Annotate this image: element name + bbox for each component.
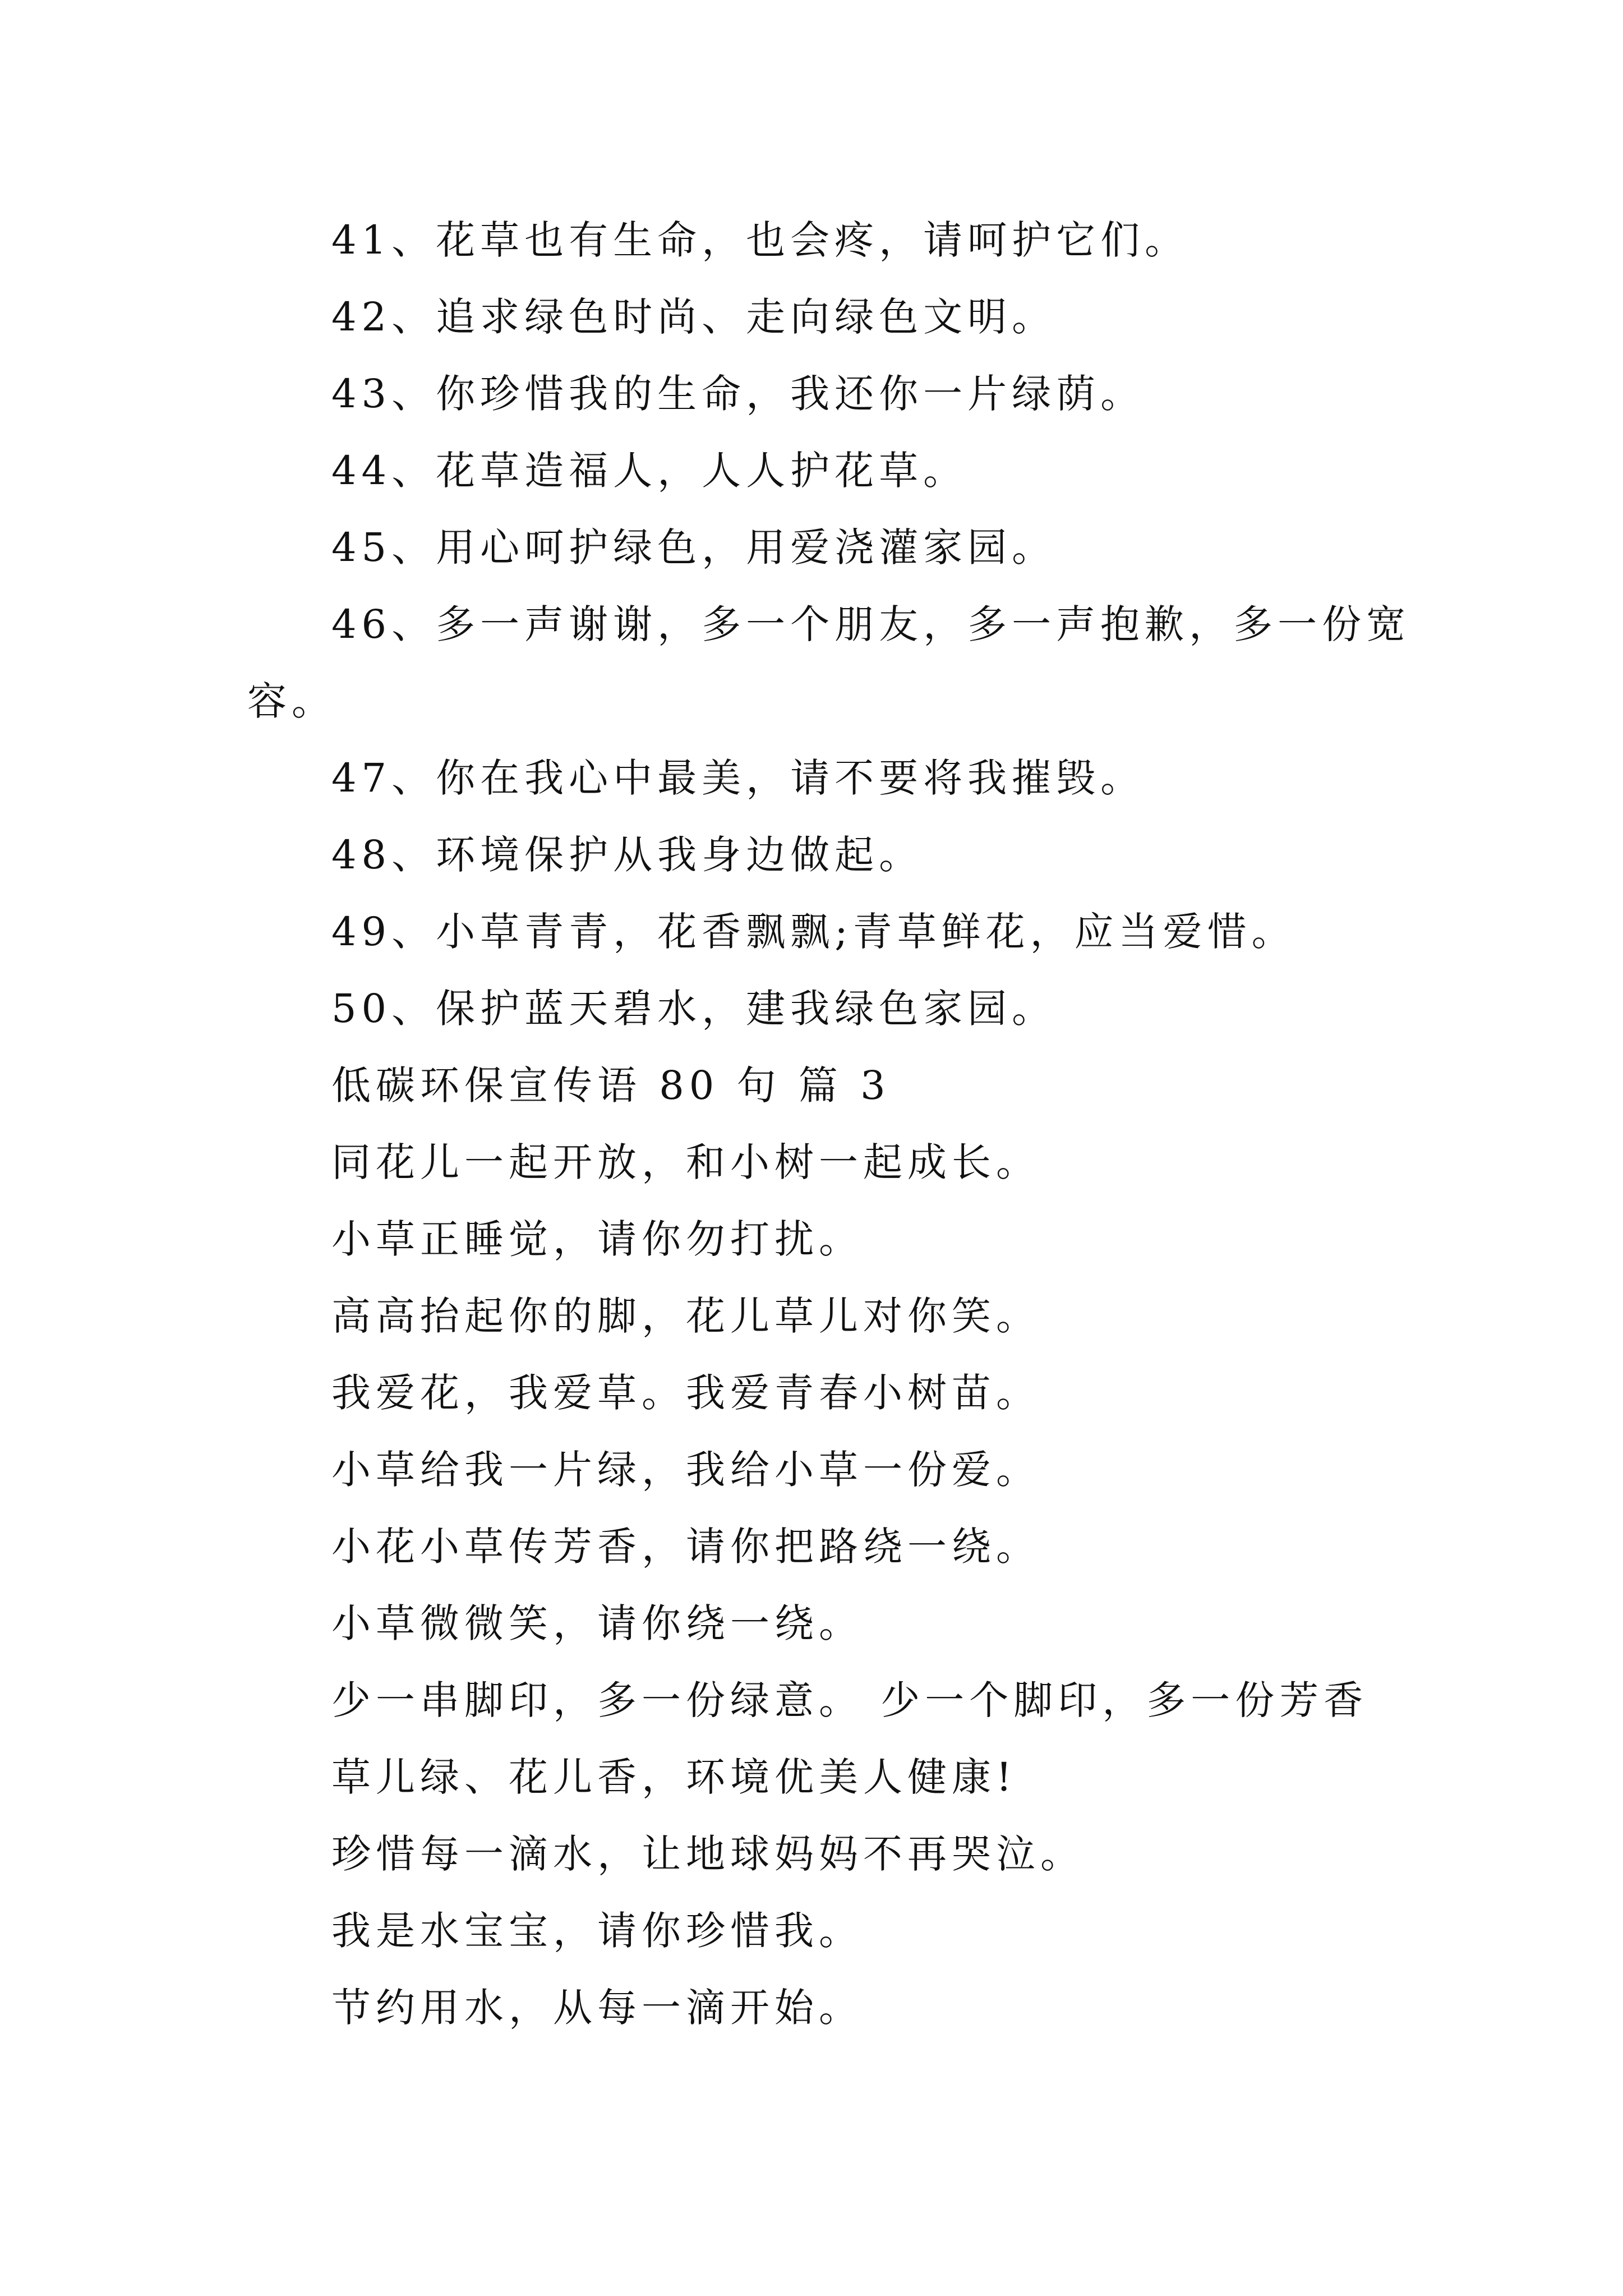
slogan-line: 珍惜每一滴水，让地球妈妈不再哭泣。 bbox=[331, 1831, 1085, 1877]
slogan-line: 草儿绿、花儿香，环境优美人健康! bbox=[331, 1754, 1017, 1800]
slogan-line: 48、环境保护从我身边做起。 bbox=[331, 832, 924, 878]
slogan-line: 41、花草也有生命，也会疼，请呵护它们。 bbox=[331, 217, 1189, 263]
slogan-line: 少一串脚印，多一份绿意。 少一个脚印，多一份芳香 bbox=[331, 1677, 1368, 1723]
slogan-line: 我爱花，我爱草。我爱青春小树苗。 bbox=[331, 1370, 1040, 1416]
slogan-line: 小草给我一片绿，我给小草一份爱。 bbox=[331, 1447, 1040, 1493]
slogan-line: 44、花草造福人，人人护花草。 bbox=[331, 448, 968, 494]
slogan-line: 小草微微笑，请你绕一绕。 bbox=[331, 1600, 863, 1646]
slogan-line: 42、追求绿色时尚、走向绿色文明。 bbox=[331, 294, 1057, 340]
section-heading: 低碳环保宣传语 80 句 篇 3 bbox=[331, 1062, 891, 1108]
document-body bbox=[247, 202, 1411, 2046]
slogan-line: 47、你在我心中最美，请不要将我摧毁。 bbox=[331, 755, 1145, 801]
slogan-line: 小花小草传芳香，请你把路绕一绕。 bbox=[331, 1524, 1040, 1570]
slogan-line: 小草正睡觉，请你勿打扰。 bbox=[331, 1216, 863, 1262]
slogan-line: 46、多一声谢谢，多一个朋友，多一声抱歉，多一份宽 bbox=[331, 601, 1411, 647]
slogan-line: 节约用水，从每一滴开始。 bbox=[331, 1985, 863, 2031]
slogan-line: 43、你珍惜我的生命，我还你一片绿荫。 bbox=[331, 371, 1145, 417]
slogan-line-continuation: 容。 bbox=[247, 678, 336, 724]
slogan-line: 我是水宝宝，请你珍惜我。 bbox=[331, 1908, 863, 1954]
slogan-line: 49、小草青青，花香飘飘;青草鲜花，应当爱惜。 bbox=[331, 909, 1296, 955]
slogan-line: 同花儿一起开放，和小树一起成长。 bbox=[331, 1139, 1040, 1185]
slogan-paragraph-wrapped bbox=[247, 586, 1411, 740]
slogan-line: 45、用心呵护绿色，用爱浇灌家园。 bbox=[331, 524, 1057, 570]
slogan-line: 50、保护蓝天碧水，建我绿色家园。 bbox=[331, 986, 1057, 1032]
slogan-line: 高高抬起你的脚，花儿草儿对你笑。 bbox=[331, 1293, 1040, 1339]
